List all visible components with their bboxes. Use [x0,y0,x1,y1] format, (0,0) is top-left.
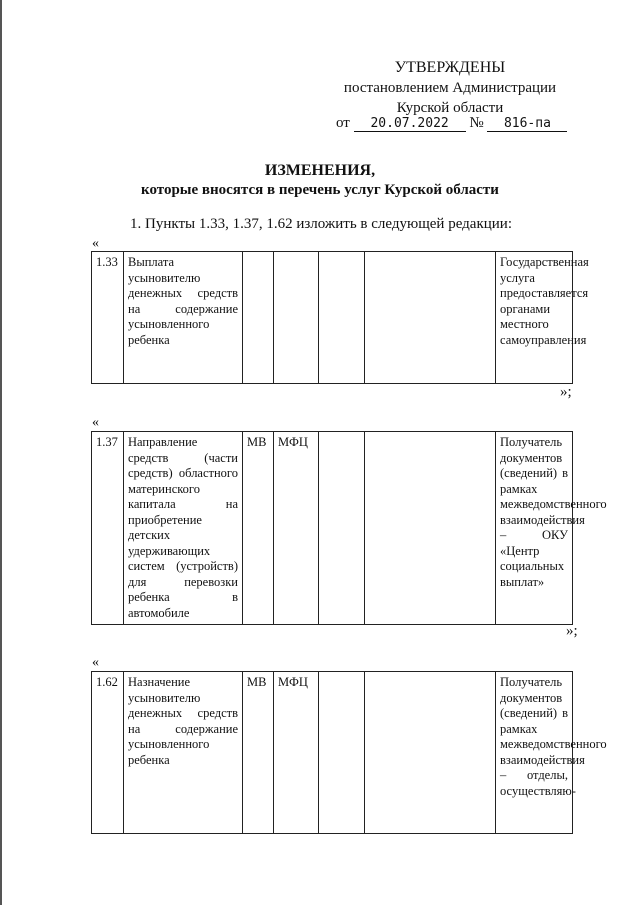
approval-stamp [330,58,570,118]
provider-note: Государственная услуга предоставляется органами местного самоуправления [496,252,573,384]
provider-note: Получатель документов (сведений) в рамках межведомственного взаимодействия – отделы, осуществляю- [496,672,573,834]
approval-title: УТВЕРЖДЕНЫ [394,59,506,76]
cell-col3 [243,252,274,384]
row-number: 1.33 [92,252,124,384]
intro-paragraph: 1. Пункты 1.33, 1.37, 1.62 изложить в следующей редакции: [130,216,512,232]
table-row [91,431,607,625]
quote-open-mark: « [92,415,99,430]
table-row [91,251,589,384]
quote-open-mark: « [92,655,99,670]
row-number: 1.62 [92,672,124,834]
document-subtitle: которые вносятся в перечень услуг Курской области [141,182,499,198]
quote-close-mark: »; [560,384,572,400]
row-number: 1.37 [92,432,124,625]
cell-col4: МФЦ [274,432,319,625]
cell-col5 [319,252,365,384]
provider-note: Получатель документов (сведений) в рамках межведомственного взаимодействия – ОКУ «Центр социальных выплат» [496,432,573,625]
cell-col5 [319,432,365,625]
service-name: Выплата усыновителю денежных средств на содержание усыновленного ребенка [124,252,243,384]
cell-col3: МВ [243,672,274,834]
quote-close-mark: »; [566,623,578,639]
date-prefix: от [336,115,350,131]
cell-col4: МФЦ [274,672,319,834]
number-prefix: № [469,115,484,131]
cell-col6 [365,252,496,384]
approval-date: 20.07.2022 [354,116,466,132]
cell-col6 [365,432,496,625]
approval-line-2: постановлением Администрации [343,80,557,96]
service-name: Направление средств (части средств) областного материнского капитала на приобретение детских удерживающих систем (устройств) для перевозки ребенка в автомобиле [124,432,243,625]
approval-date-line [336,115,567,132]
cell-col6 [365,672,496,834]
cell-col4 [274,252,319,384]
cell-col3: МВ [243,432,274,625]
table-row [91,671,607,834]
service-name: Назначение усыновителю денежных средств на содержание усыновленного ребенка [124,672,243,834]
page-edge [0,0,2,905]
cell-col5 [319,672,365,834]
approval-number: 816-па [487,116,567,132]
approval-line-3: Курской области [396,100,504,116]
quote-open-mark: « [92,236,99,251]
document-title: ИЗМЕНЕНИЯ, [264,162,376,179]
